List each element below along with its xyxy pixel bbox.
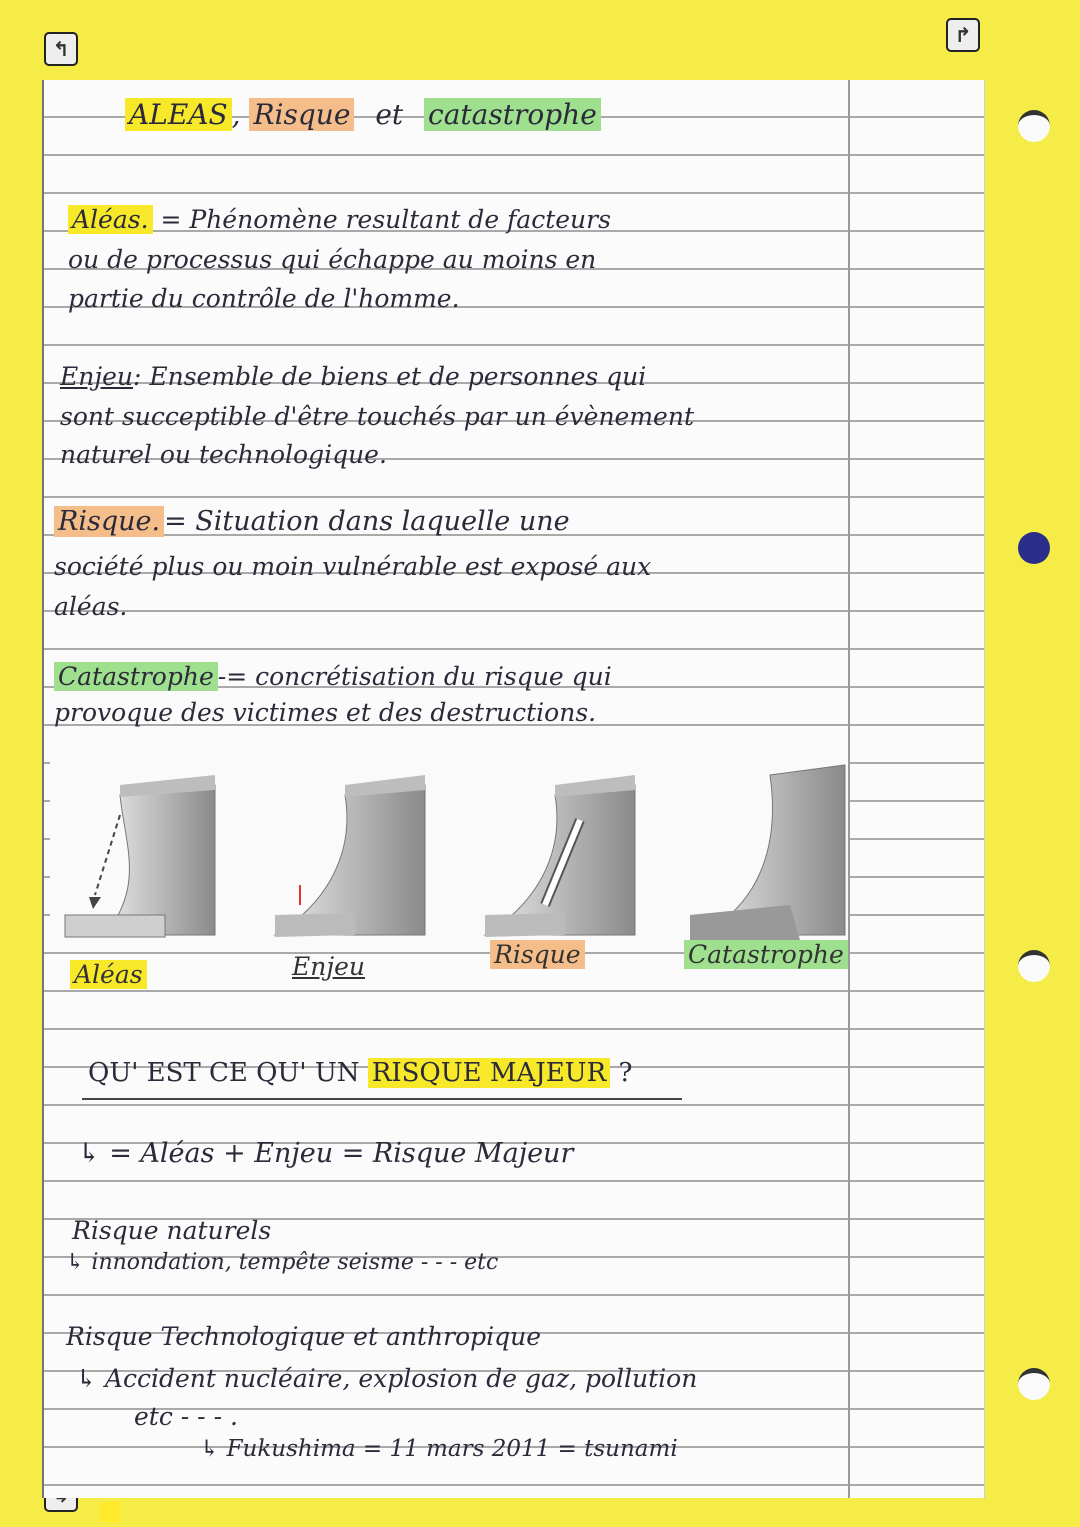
corner-tab-top-left: ↰ [44, 32, 78, 66]
definition-risque-line3: aléas. [54, 592, 128, 621]
risques-technologiques-title: Risque Technologique et anthropique [66, 1322, 542, 1351]
heading-underline [82, 1098, 682, 1100]
caption-catastrophe: Catastrophe [684, 940, 848, 969]
equation-line: ↳ = Aléas + Enjeu = Risque Majeur [78, 1138, 574, 1169]
cliff-illustrations [50, 745, 848, 945]
yellow-tab [100, 1502, 120, 1522]
page-title: ALEAS , Risque et catastrophe [125, 98, 601, 131]
binder-hole [1018, 110, 1050, 142]
risques-technologiques-list: ↳ Accident nucléaire, explosion de gaz, pollution [76, 1364, 698, 1393]
corner-tab-top-right: ↱ [946, 18, 980, 52]
definition-catastrophe: Catastrophe -= concrétisation du risque qui [54, 662, 612, 691]
definition-aleas: Aléas. = Phénomène resultant de facteurs [68, 205, 611, 234]
fukushima-example: ↳ Fukushima = 11 mars 2011 = tsunami [200, 1436, 678, 1462]
caption-enjeu: Enjeu [292, 952, 365, 981]
binder-hole-filled [1018, 532, 1050, 564]
cliff-aleas [65, 775, 215, 937]
risques-naturels-title: Risque naturels [72, 1216, 272, 1245]
binder-hole [1018, 950, 1050, 982]
binder-hole [1018, 1368, 1050, 1400]
risques-technologiques-etc: etc - - - . [134, 1402, 238, 1431]
definition-aleas-line3: partie du contrôle de l'homme. [68, 284, 460, 313]
caption-aleas: Aléas [70, 960, 147, 989]
margin-line [848, 80, 850, 1498]
section-heading: QU' EST CE QU' UN RISQUE MAJEUR ? [88, 1058, 633, 1088]
caption-risque: Risque [490, 940, 585, 969]
definition-catastrophe-line2: provoque des victimes et des destructions. [54, 698, 597, 727]
cliff-enjeu [275, 775, 425, 937]
cliff-risque [485, 775, 635, 937]
definition-enjeu: Enjeu: Ensemble de biens et de personnes qui [60, 362, 647, 391]
definition-risque-line2: société plus ou moin vulnérable est exposé aux [54, 552, 652, 581]
cliff-catastrophe [690, 765, 845, 940]
definition-enjeu-line3: naturel ou technologique. [60, 440, 387, 469]
risques-naturels-list: ↳ innondation, tempête seisme - - - etc [66, 1250, 499, 1275]
definition-enjeu-line2: sont succeptible d'être touchés par un évènement [60, 402, 694, 431]
risk-diagram [50, 745, 848, 945]
definition-aleas-line2: ou de processus qui échappe au moins en [68, 245, 597, 274]
definition-risque: Risque. = Situation dans laquelle une [54, 506, 570, 537]
